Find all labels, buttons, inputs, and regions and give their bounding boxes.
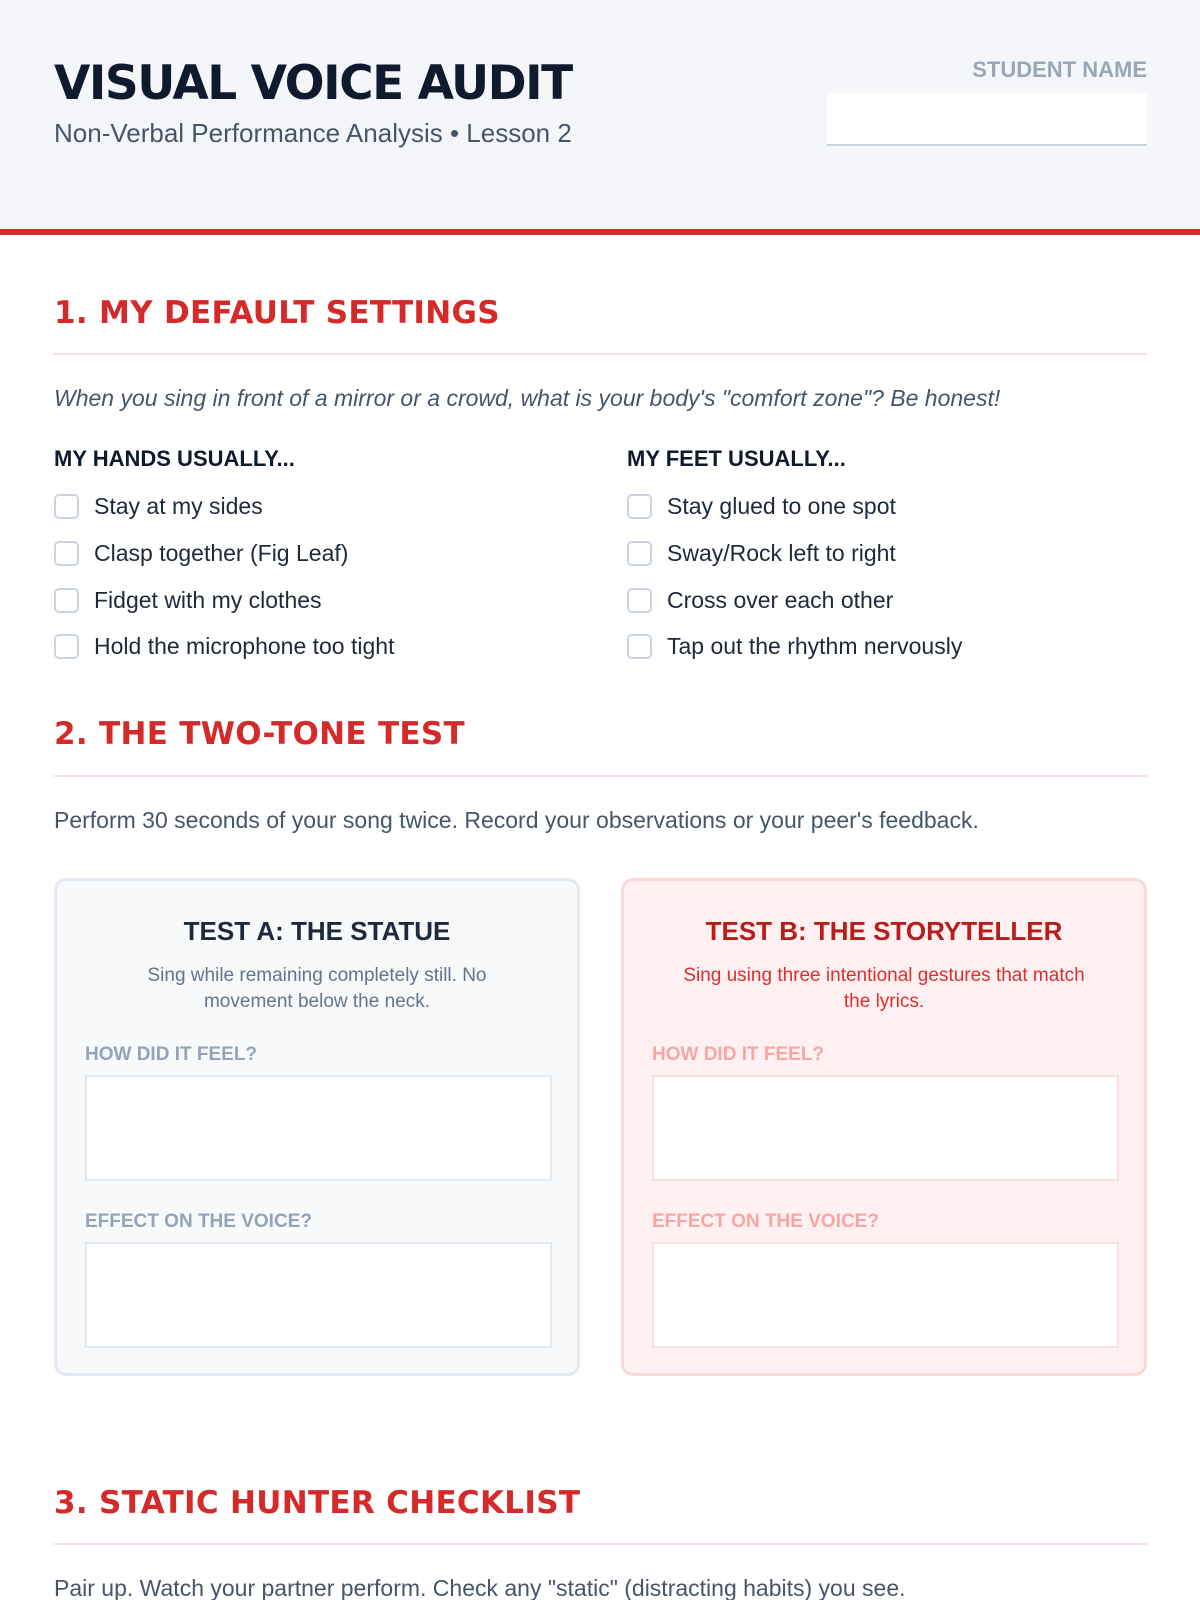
- feet-option[interactable]: [627, 632, 962, 660]
- checkbox[interactable]: [627, 588, 652, 613]
- test-a-effect-label: EFFECT ON THE VOICE?: [85, 1211, 312, 1232]
- checkbox[interactable]: [54, 588, 79, 613]
- test-a-title: TEST A: THE STATUE: [183, 916, 451, 946]
- feet-option[interactable]: [627, 539, 896, 567]
- hands-heading: MY HANDS USUALLY...: [54, 446, 295, 471]
- checkbox[interactable]: [627, 541, 652, 566]
- checkbox[interactable]: [627, 494, 652, 519]
- test-a-card: [54, 878, 580, 1376]
- test-b-description: Sing using three intentional gestures that match the lyrics.: [683, 965, 1085, 1012]
- test-a-effect-field[interactable]: [85, 1242, 552, 1348]
- feet-option-label: Cross over each other: [667, 586, 894, 613]
- test-a-description: Sing while remaining completely still. No movement below the neck.: [147, 965, 487, 1012]
- test-b-effect-label: EFFECT ON THE VOICE?: [652, 1211, 879, 1232]
- section-default-settings-intro: When you sing in front of a mirror or a crowd, what is your body's "comfort zone"? Be honest!: [54, 385, 1001, 411]
- test-a-feel-field[interactable]: [85, 1075, 552, 1181]
- page-header: [0, 0, 1200, 235]
- hands-option-label: Clasp together (Fig Leaf): [94, 539, 349, 566]
- test-b-feel-field[interactable]: [652, 1075, 1119, 1181]
- checkbox[interactable]: [54, 634, 79, 659]
- hands-option[interactable]: [54, 586, 322, 614]
- page-subtitle: Non-Verbal Performance Analysis • Lesson 2: [54, 118, 572, 148]
- feet-option-label: Stay glued to one spot: [667, 492, 896, 519]
- hands-option-label: Fidget with my clothes: [94, 586, 322, 613]
- hands-option[interactable]: [54, 632, 394, 660]
- section-two-tone-intro: Perform 30 seconds of your song twice. Record your observations or your peer's feedback.: [54, 807, 979, 833]
- section-divider: [54, 353, 1147, 355]
- section-default-settings-title: 1. MY DEFAULT SETTINGS: [54, 295, 500, 331]
- test-b-title: TEST B: THE STORYTELLER: [705, 916, 1063, 946]
- section-static-hunter-intro: Pair up. Watch your partner perform. Check any "static" (distracting habits) you see.: [54, 1575, 906, 1600]
- feet-option[interactable]: [627, 492, 896, 520]
- test-b-effect-field[interactable]: [652, 1242, 1119, 1348]
- section-divider: [54, 1543, 1147, 1545]
- section-static-hunter-title: 3. STATIC HUNTER CHECKLIST: [54, 1485, 581, 1521]
- test-a-feel-label: HOW DID IT FEEL?: [85, 1044, 258, 1065]
- hands-option-label: Hold the microphone too tight: [94, 632, 395, 659]
- section-two-tone-title: 2. THE TWO-TONE TEST: [54, 716, 465, 752]
- student-name-input[interactable]: [827, 93, 1147, 146]
- hands-option-label: Stay at my sides: [94, 492, 263, 519]
- checkbox[interactable]: [627, 634, 652, 659]
- feet-option-label: Sway/Rock left to right: [667, 539, 896, 566]
- student-name-label: STUDENT NAME: [972, 57, 1147, 82]
- feet-heading: MY FEET USUALLY...: [627, 446, 846, 471]
- hands-option[interactable]: [54, 539, 348, 567]
- feet-option[interactable]: [627, 586, 893, 614]
- test-b-feel-label: HOW DID IT FEEL?: [652, 1044, 825, 1065]
- checkbox[interactable]: [54, 541, 79, 566]
- feet-option-label: Tap out the rhythm nervously: [667, 632, 963, 659]
- hands-option[interactable]: [54, 492, 263, 520]
- section-divider: [54, 775, 1147, 777]
- test-b-card: [621, 878, 1147, 1376]
- checkbox[interactable]: [54, 494, 79, 519]
- page-title: VISUAL VOICE AUDIT: [54, 56, 572, 111]
